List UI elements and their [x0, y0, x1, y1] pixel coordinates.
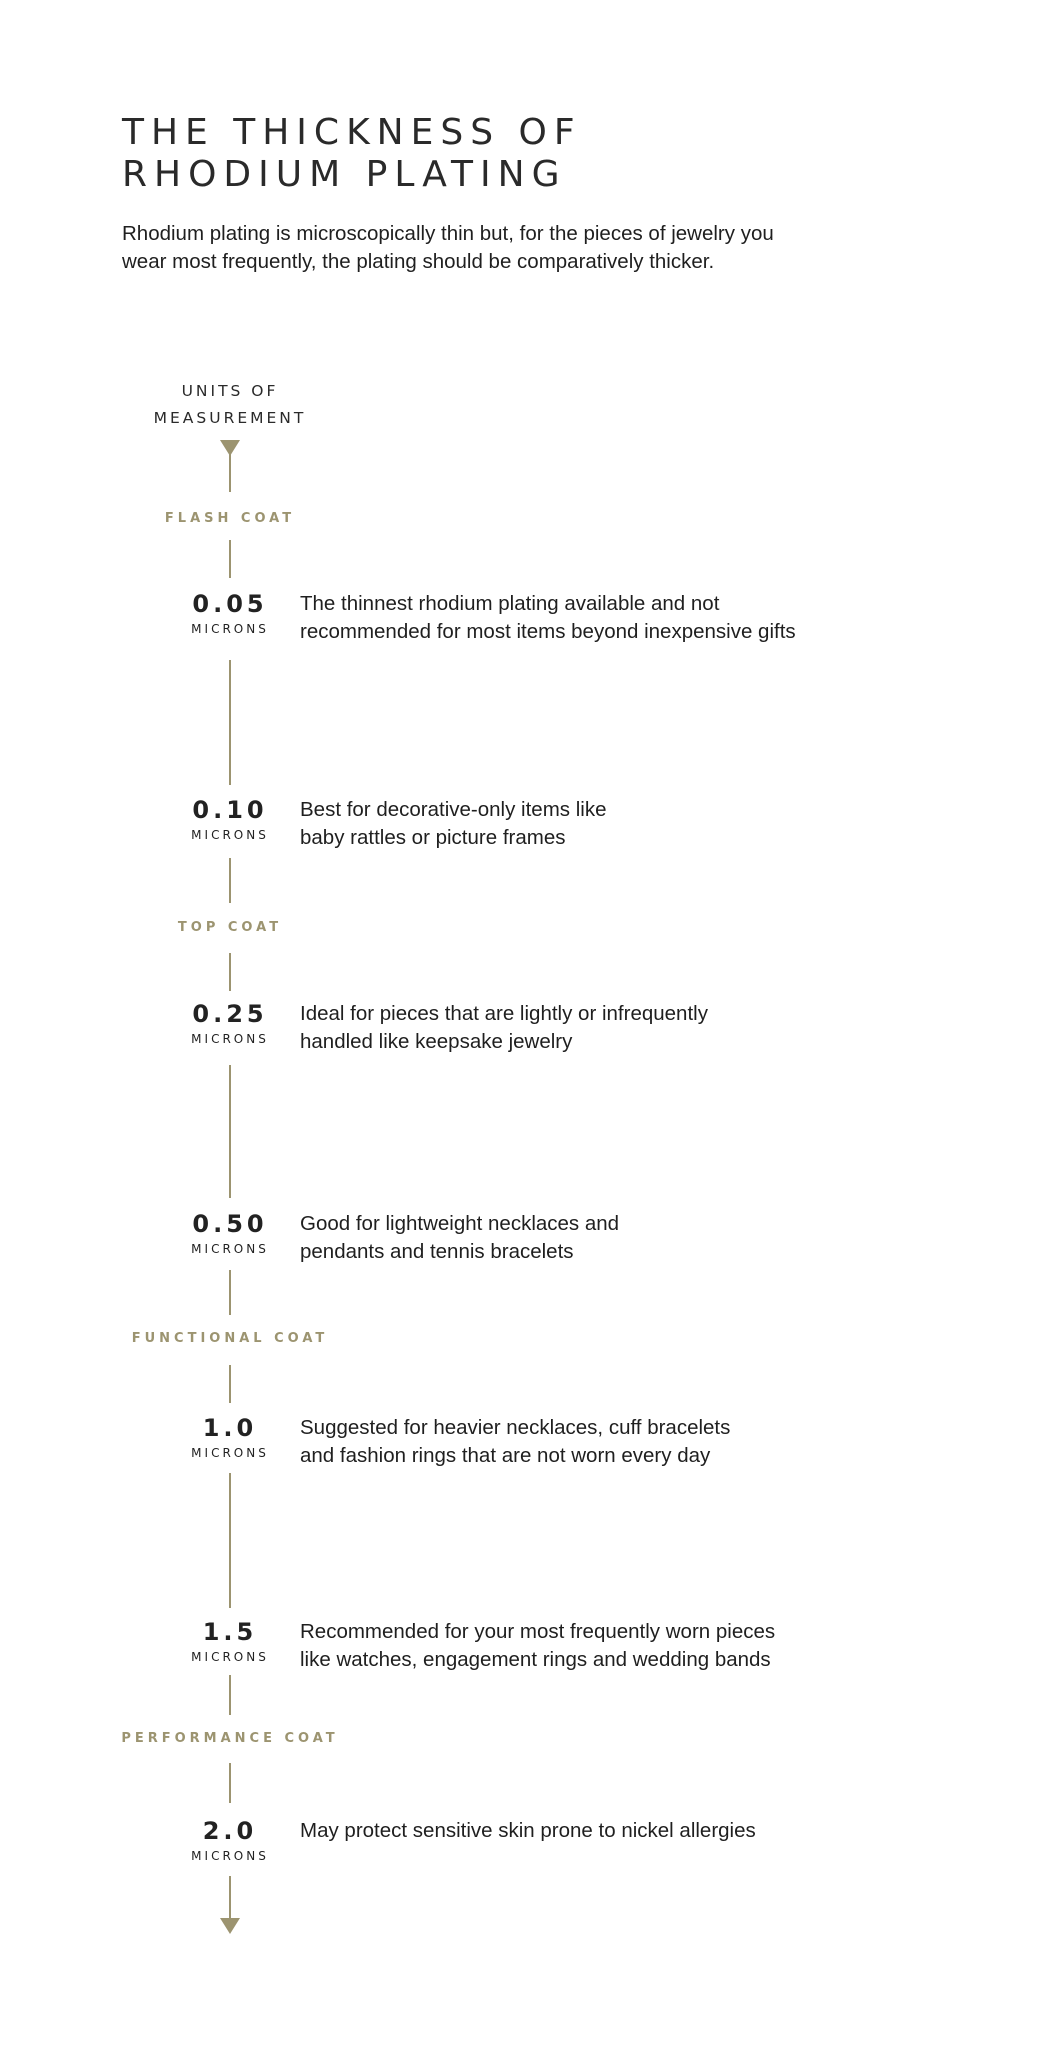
- level-value-0-05: 0.05: [192, 590, 268, 618]
- description-line: Ideal for pieces that are lightly or infrequently: [300, 1002, 708, 1025]
- description-line: Recommended for your most frequently worn pieces: [300, 1620, 776, 1643]
- description-line: recommended for most items beyond inexpensive gifts: [300, 620, 796, 643]
- axis-segment: [229, 1365, 231, 1403]
- description-line: The thinnest rhodium plating available and not: [300, 592, 720, 615]
- units-of-measurement-label: [110, 378, 350, 432]
- description-line: pendants and tennis bracelets: [300, 1240, 574, 1263]
- level-unit: MICRONS: [191, 1849, 269, 1863]
- tier-label-performance-coat: PERFORMANCE COAT: [121, 1731, 339, 1746]
- axis-segment: [229, 1876, 231, 1920]
- axis-segment: [229, 454, 231, 492]
- description-line: baby rattles or picture frames: [300, 826, 566, 849]
- description-line: May protect sensitive skin prone to nickel allergies: [300, 1819, 756, 1842]
- axis-segment: [229, 953, 231, 991]
- level-value-0-10: 0.10: [192, 796, 268, 824]
- description-line: and fashion rings that are not worn every day: [300, 1444, 711, 1467]
- level-unit: MICRONS: [191, 828, 269, 842]
- units-label-line-1: UNITS OF: [181, 382, 279, 400]
- level-description-0-25: [300, 1000, 920, 1056]
- level-unit: MICRONS: [191, 622, 269, 636]
- intro-line-2: wear most frequently, the plating should be comparatively thicker.: [122, 250, 715, 273]
- axis-segment: [229, 858, 231, 903]
- intro-paragraph: [122, 220, 882, 276]
- tier-label-top-coat: TOP COAT: [177, 920, 283, 935]
- axis-segment: [229, 1675, 231, 1715]
- level-value-2-0: 2.0: [202, 1817, 258, 1845]
- level-description-0-50: [300, 1210, 920, 1266]
- level-value-1-0: 1.0: [202, 1414, 258, 1442]
- axis-segment: [229, 1473, 231, 1608]
- description-line: Suggested for heavier necklaces, cuff bracelets: [300, 1416, 731, 1439]
- tier-label-functional-coat: FUNCTIONAL COAT: [131, 1331, 329, 1346]
- level-value-1-5: 1.5: [202, 1618, 258, 1646]
- level-unit: MICRONS: [191, 1446, 269, 1460]
- level-description-1-5: [300, 1618, 920, 1674]
- axis-segment: [229, 540, 231, 578]
- level-unit: MICRONS: [191, 1032, 269, 1046]
- level-unit: MICRONS: [191, 1242, 269, 1256]
- axis-segment: [229, 1065, 231, 1198]
- axis-segment: [229, 1763, 231, 1803]
- level-description-1-0: [300, 1414, 920, 1470]
- level-value-0-50: 0.50: [192, 1210, 268, 1238]
- units-label-line-2: MEASUREMENT: [153, 409, 307, 427]
- description-line: Best for decorative-only items like: [300, 798, 607, 821]
- title-line-1: THE THICKNESS OF: [122, 112, 582, 153]
- level-value-0-25: 0.25: [192, 1000, 268, 1028]
- description-line: like watches, engagement rings and wedding bands: [300, 1648, 771, 1671]
- level-unit: MICRONS: [191, 1650, 269, 1664]
- description-line: Good for lightweight necklaces and: [300, 1212, 620, 1235]
- axis-segment: [229, 1270, 231, 1315]
- down-arrow-icon: [220, 1918, 240, 1934]
- level-description-2-0: [300, 1817, 920, 1845]
- intro-line-1: Rhodium plating is microscopically thin but, for the pieces of jewelry you: [122, 222, 774, 245]
- title-line-2: RHODIUM PLATING: [122, 154, 567, 195]
- level-description-0-05: [300, 590, 920, 646]
- tier-label-flash-coat: FLASH COAT: [164, 511, 296, 526]
- level-description-0-10: [300, 796, 920, 852]
- description-line: handled like keepsake jewelry: [300, 1030, 573, 1053]
- axis-segment: [229, 660, 231, 785]
- page-title: [122, 112, 582, 196]
